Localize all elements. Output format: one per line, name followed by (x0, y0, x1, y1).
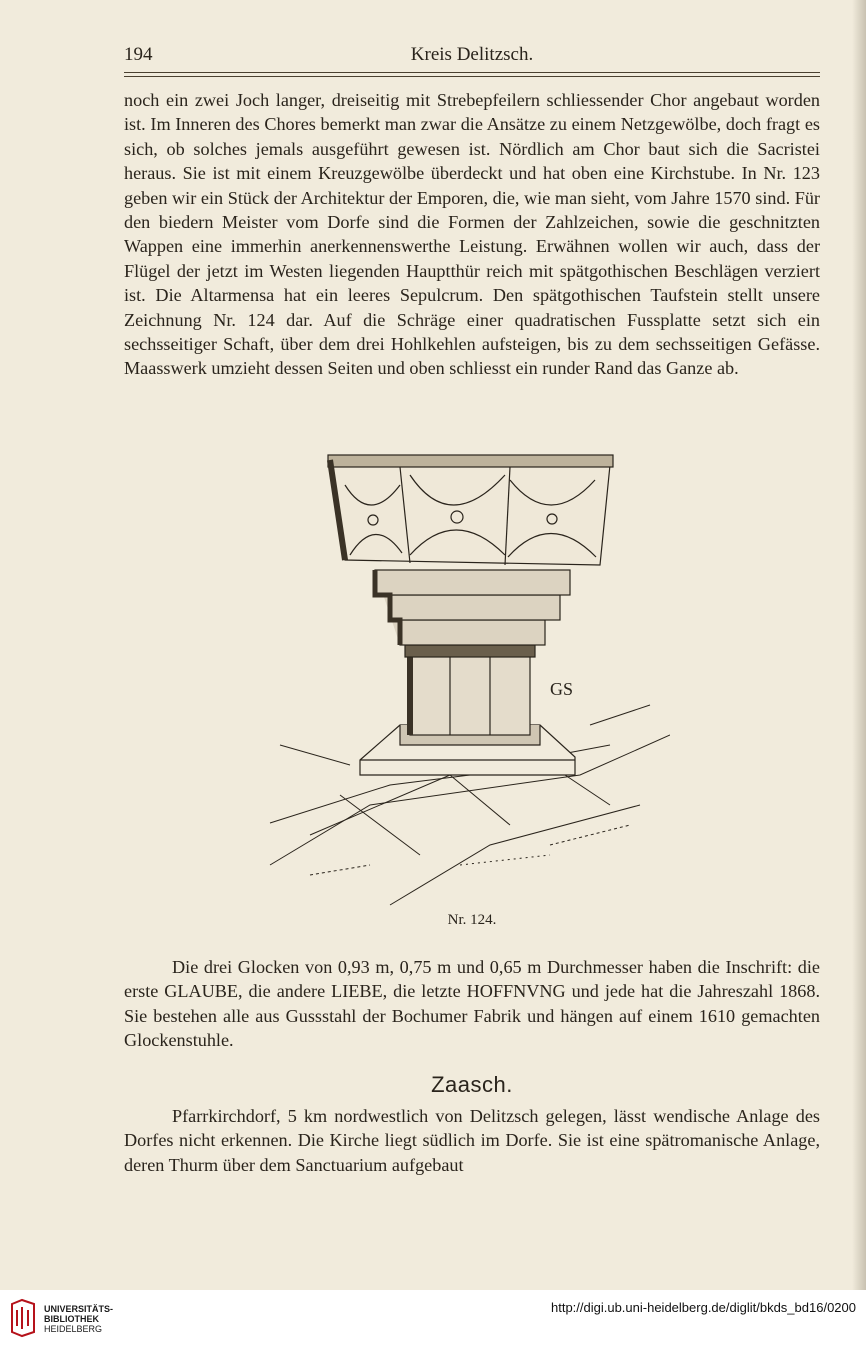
library-name-line3: HEIDELBERG (44, 1324, 103, 1334)
baptismal-font-figure (250, 445, 670, 915)
page-number: 194 (124, 44, 153, 65)
university-library-logo-icon[interactable] (8, 1298, 38, 1338)
baptismal-font-illustration (250, 445, 670, 915)
library-name[interactable] (44, 1304, 113, 1334)
paragraph-zaasch (124, 1104, 820, 1177)
library-footer (0, 1290, 866, 1352)
permalink-url[interactable]: http://digi.ub.uni-heidelberg.de/diglit/bkds_bd16/0200 (550, 1300, 856, 1315)
paragraph-text: Die drei Glocken von 0,93 m, 0,75 m und 0,65 m Durchmesser haben die Inschrift: die erste GLAUBE, die andere LIEBE, die letzte HOFFNVNG und jede hat die Jahreszahl 1868. Sie bestehen alle aus Gussstahl der Bochumer Fabrik und hängen auf einem 1610 gemachten Glockenstuhle. (124, 957, 820, 1051)
paragraph-church-description (124, 88, 820, 381)
library-name-line2: BIBLIOTHEK (44, 1314, 99, 1324)
header-rule (124, 72, 820, 77)
font-basin (328, 455, 613, 565)
paragraph-text: noch ein zwei Joch langer, dreiseitig mit Strebepfeilern schliessender Chor angebaut worden ist. Im Inneren des Chores bemerkt man zwar die Ansätze zu einem Netzgewölbe, doch fragt es sich, ob solches jemals ausgeführt gewesen ist. Nördlich am Chor baut sich die Sacristei heraus. Sie ist mit einem Kreuzgewölbe überdeckt und hat oben eine Kirchstube. In Nr. 123 geben wir ein Stück der Architektur der Emporen, die, wie man sieht, vom Jahre 1570 sind. Für den biedern Meister vom Dorfe sind die Formen der Zahlzeichen, sowie die geschnitzten Wappen eine immerhin anerkennenswerthe Leistung. Erwähnen wollen wir auch, dass der Flügel der jetzt im Westen liegenden Hauptthür reich mit spätgothischen Beschlägen verziert ist. Die Altarmensa hat ein leeres Sepulcrum. Den spätgothischen Taufstein stellt unsere Zeichnung Nr. 124 dar. Auf die Schräge einer quadratischen Fussplatte setzt sich ein sechsseitiger Schaft, über dem drei Hohlkehlen aufsteigen, bis zu dem sechsseitigen Gefässe. Maasswerk umzieht dessen Seiten und oben schliesst ein runder Rand das Ganze ab. (124, 90, 820, 379)
artist-monogram: GS (550, 679, 574, 699)
paragraph-bells (124, 955, 820, 1053)
figure-caption: Nr. 124. (447, 912, 497, 928)
font-shaft (405, 645, 535, 735)
paragraph-text: Pfarrkirchdorf, 5 km nordwestlich von Delitzsch gelegen, lässt wendische Anlage des Dorfes nicht erkennen. Die Kirche liegt südlich im Dorfe. Sie ist eine spätromanische Anlage, deren Thurm über dem Sanctuarium aufgebaut (124, 1106, 820, 1175)
font-mouldings (375, 570, 570, 645)
running-head (124, 44, 820, 70)
running-title: Kreis Delitzsch. (410, 44, 534, 65)
library-name-line1: UNIVERSITÄTS- (44, 1304, 114, 1314)
section-heading: Zaasch. (431, 1072, 513, 1097)
